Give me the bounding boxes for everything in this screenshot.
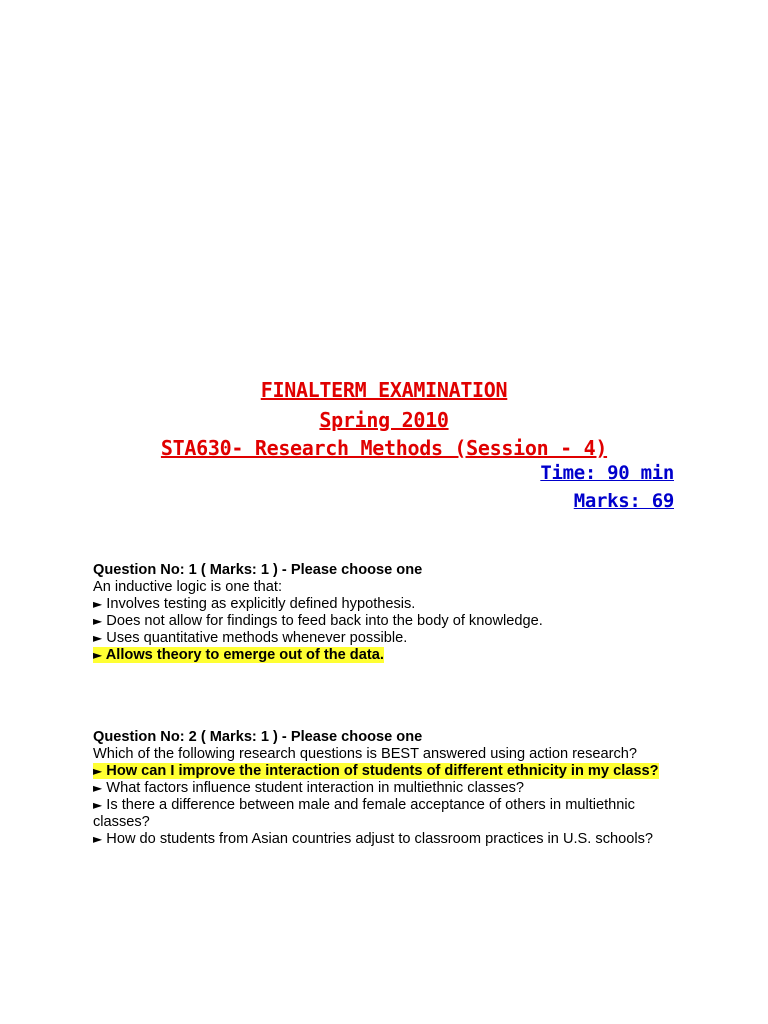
question-block (93, 729, 693, 848)
question-block (93, 562, 693, 664)
exam-term: Spring 2010 (319, 408, 449, 432)
option-text: Uses quantitative methods whenever possible. (106, 630, 408, 646)
option-text: What factors influence student interaction in multiethnic classes? (106, 780, 525, 796)
pointer-arrow-icon: ► (93, 781, 103, 795)
question-prompt: An inductive logic is one that: (93, 579, 283, 595)
options-list (93, 596, 693, 664)
question-prompt: Which of the following research questions is BEST answered using action research? (93, 746, 638, 762)
option-item (93, 596, 693, 613)
option-item (93, 647, 693, 664)
option-text: Involves testing as explicitly defined hypothesis. (106, 596, 416, 612)
option-item (93, 613, 693, 630)
option-text: Allows theory to emerge out of the data. (105, 647, 384, 663)
option-item (93, 780, 693, 797)
option-text: How do students from Asian countries adjust to classroom practices in U.S. schools? (106, 831, 653, 847)
question-heading: Question No: 2 ( Marks: 1 ) - Please choose one (93, 729, 423, 745)
pointer-arrow-icon: ► (93, 764, 103, 778)
pointer-arrow-icon: ► (93, 614, 103, 628)
exam-title: FINALTERM EXAMINATION (260, 378, 508, 402)
option-item (93, 630, 693, 647)
exam-marks: Marks: 69 (573, 490, 674, 512)
option-item (93, 831, 693, 848)
options-list (93, 763, 693, 848)
exam-time: Time: 90 min (540, 462, 674, 484)
option-text: Is there a difference between male and female acceptance of others in multiethnic classes? (93, 797, 635, 830)
option-text: How can I improve the interaction of students of different ethnicity in my class? (106, 763, 659, 779)
question-heading: Question No: 1 ( Marks: 1 ) - Please choose one (93, 562, 423, 578)
pointer-arrow-icon: ► (93, 798, 103, 812)
pointer-arrow-icon: ► (93, 832, 103, 846)
pointer-arrow-icon: ► (93, 631, 103, 645)
pointer-arrow-icon: ► (93, 597, 103, 611)
option-item (93, 797, 693, 831)
exam-course: STA630- Research Methods (Session - 4) (160, 436, 608, 460)
pointer-arrow-icon: ► (93, 648, 103, 662)
option-item (93, 763, 693, 780)
option-text: Does not allow for findings to feed back into the body of knowledge. (106, 613, 543, 629)
